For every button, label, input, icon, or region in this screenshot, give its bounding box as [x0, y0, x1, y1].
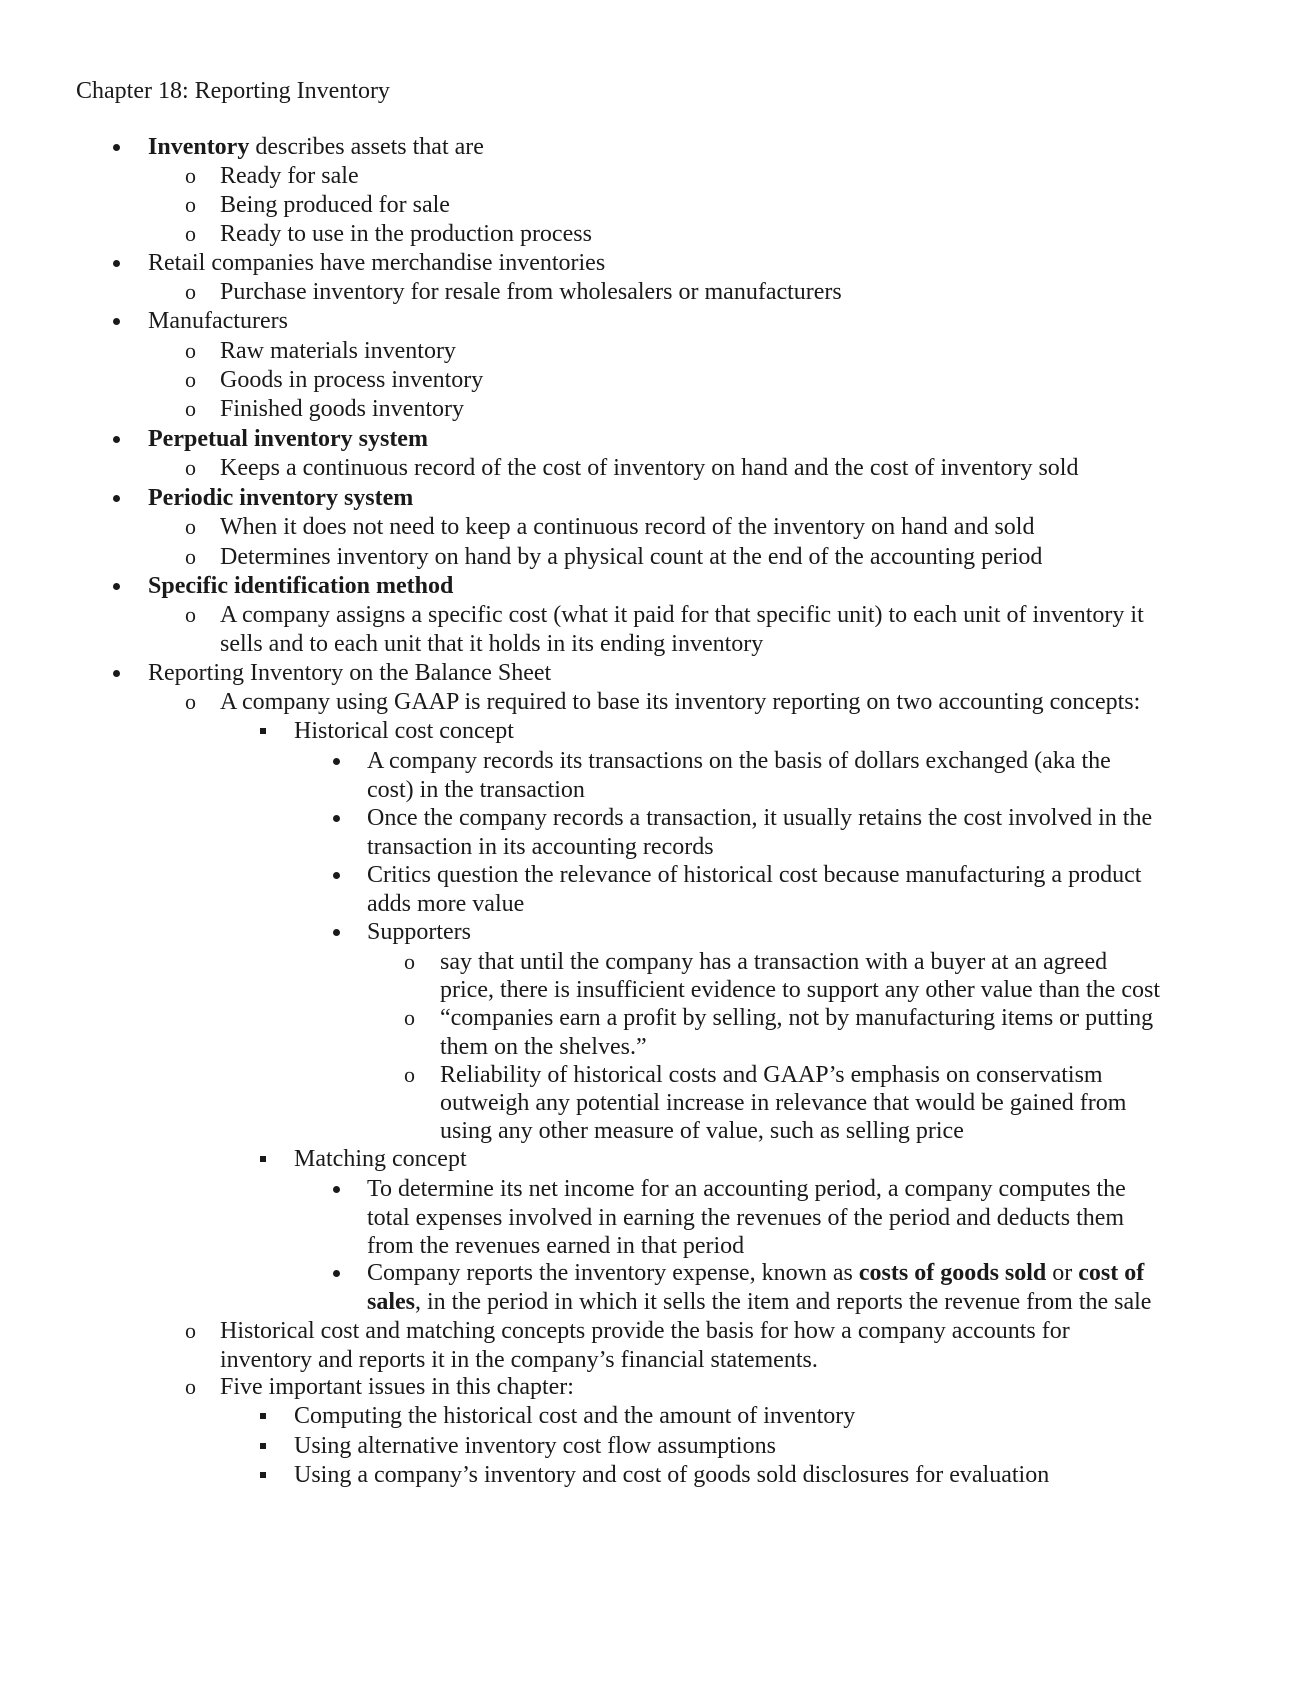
- bullet-square-icon: [260, 1443, 266, 1449]
- line-text: A company assigns a specific cost (what it paid for that specific unit) to each unit of inventory it: [220, 602, 1144, 628]
- line-text: Reporting Inventory on the Balance Sheet: [148, 660, 552, 686]
- outline-line: [294, 1401, 855, 1431]
- outline-line: [294, 1460, 1049, 1490]
- bullet-circle-icon: o: [404, 949, 415, 974]
- outline-line: [220, 687, 1140, 717]
- bold-term: Perpetual inventory system: [148, 426, 428, 452]
- outline-line: [367, 803, 1152, 833]
- outline-line: [220, 394, 464, 424]
- bold-term: sales: [367, 1289, 415, 1315]
- outline-line: [367, 1231, 744, 1261]
- line-text: Determines inventory on hand by a physical count at the end of the accounting period: [220, 544, 1043, 570]
- outline-line: [148, 306, 288, 336]
- outline-line: [220, 161, 359, 191]
- bold-term: cost of: [1078, 1260, 1145, 1286]
- outline-line: [220, 1345, 818, 1375]
- bullet-circle-icon: o: [185, 514, 196, 539]
- page-title: Chapter 18: Reporting Inventory: [76, 78, 390, 104]
- bullet-square-icon: [260, 1472, 266, 1478]
- line-text: say that until the company has a transaction with a buyer at an agreed: [440, 949, 1108, 975]
- bullet-circle-icon: o: [185, 1374, 196, 1399]
- line-text: Supporters: [367, 919, 471, 945]
- outline-line: [220, 219, 592, 249]
- line-text: Once the company records a transaction, it usually retains the cost involved in the: [367, 805, 1153, 831]
- outline-line: [367, 1258, 1144, 1288]
- line-text: using any other measure of value, such as selling price: [440, 1118, 964, 1144]
- outline-line: [148, 658, 551, 688]
- bullet-square-icon: [260, 728, 266, 734]
- line-text: , in the period in which it sells the item and reports the revenue from the sale: [415, 1289, 1152, 1315]
- outline-line: [220, 453, 1078, 483]
- outline-line: [220, 542, 1042, 572]
- bold-term: Inventory: [148, 134, 250, 160]
- bullet-square-icon: [260, 1413, 266, 1419]
- bullet-circle-icon: o: [404, 1062, 415, 1087]
- line-text: Reliability of historical costs and GAAP’s emphasis on conservatism: [440, 1062, 1103, 1088]
- line-text: Finished goods inventory: [220, 396, 464, 422]
- bullet-dot-icon: [333, 1186, 340, 1193]
- bullet-dot-icon: [113, 318, 120, 325]
- line-text: Critics question the relevance of historical cost because manufacturing a product: [367, 862, 1142, 888]
- bullet-dot-icon: [113, 144, 120, 151]
- outline-line: [294, 1144, 467, 1174]
- outline-line: [148, 571, 453, 601]
- outline-line: [367, 917, 471, 947]
- line-text: When it does not need to keep a continuous record of the inventory on hand and sold: [220, 514, 1035, 540]
- outline-line: [148, 424, 428, 454]
- bold-term: Periodic inventory system: [148, 485, 414, 511]
- line-text: Raw materials inventory: [220, 338, 456, 364]
- outline-line: [367, 889, 524, 919]
- line-text: from the revenues earned in that period: [367, 1233, 745, 1259]
- outline-line: [440, 1003, 1153, 1033]
- bullet-circle-icon: o: [185, 602, 196, 627]
- outline-line: [220, 190, 450, 220]
- outline-line: [148, 248, 605, 278]
- line-text: A company records its transactions on the basis of dollars exchanged (aka the: [367, 748, 1111, 774]
- line-text: cost) in the transaction: [367, 777, 585, 803]
- line-text: Using a company’s inventory and cost of goods sold disclosures for evaluation: [294, 1462, 1050, 1488]
- outline-line: [148, 132, 484, 162]
- bullet-dot-icon: [113, 436, 120, 443]
- line-text: Ready for sale: [220, 163, 359, 189]
- outline-line: [440, 1116, 964, 1146]
- outline-line: [220, 336, 456, 366]
- bullet-square-icon: [260, 1156, 266, 1162]
- outline-line: [367, 746, 1111, 776]
- outline-line: [440, 947, 1107, 977]
- line-text: or: [1046, 1260, 1079, 1286]
- outline-line: [367, 1174, 1126, 1204]
- line-text: sells and to each unit that it holds in its ending inventory: [220, 631, 764, 657]
- bold-term: Specific identification method: [148, 573, 454, 599]
- line-text: Manufacturers: [148, 308, 288, 334]
- bullet-circle-icon: o: [185, 192, 196, 217]
- line-text: “companies earn a profit by selling, not by manufacturing items or putting: [440, 1005, 1154, 1031]
- bullet-dot-icon: [113, 583, 120, 590]
- line-text: transaction in its accounting records: [367, 834, 714, 860]
- line-text: Using alternative inventory cost flow assumptions: [294, 1433, 776, 1459]
- line-text: Company reports the inventory expense, known as: [367, 1260, 859, 1286]
- line-text: Being produced for sale: [220, 192, 450, 218]
- bullet-circle-icon: o: [185, 338, 196, 363]
- bullet-dot-icon: [333, 929, 340, 936]
- bullet-circle-icon: o: [404, 1005, 415, 1030]
- line-text: inventory and reports it in the company’s financial statements.: [220, 1347, 818, 1373]
- outline-line: [440, 1060, 1103, 1090]
- line-text: A company using GAAP is required to base its inventory reporting on two accounting concepts:: [220, 689, 1141, 715]
- bullet-dot-icon: [333, 872, 340, 879]
- outline-line: [440, 1088, 1126, 1118]
- bullet-dot-icon: [333, 1270, 340, 1277]
- outline-line: [440, 975, 1160, 1005]
- bullet-circle-icon: o: [185, 279, 196, 304]
- line-text: Ready to use in the production process: [220, 221, 592, 247]
- line-text: outweigh any potential increase in relevance that would be gained from: [440, 1090, 1127, 1116]
- line-text: Goods in process inventory: [220, 367, 484, 393]
- bullet-circle-icon: o: [185, 221, 196, 246]
- bullet-dot-icon: [113, 260, 120, 267]
- outline-line: [220, 1372, 574, 1402]
- outline-line: [220, 1316, 1070, 1346]
- bullet-circle-icon: o: [185, 455, 196, 480]
- line-text: Retail companies have merchandise inventories: [148, 250, 606, 276]
- bullet-dot-icon: [333, 758, 340, 765]
- outline-line: [367, 775, 585, 805]
- outline-line: [367, 1203, 1124, 1233]
- bullet-circle-icon: o: [185, 544, 196, 569]
- line-text: Matching concept: [294, 1146, 467, 1172]
- line-text: describes assets that are: [249, 134, 484, 160]
- line-text: To determine its net income for an accounting period, a company computes the: [367, 1176, 1126, 1202]
- outline-line: [220, 629, 763, 659]
- outline-line: [294, 1431, 776, 1461]
- bullet-dot-icon: [113, 495, 120, 502]
- outline-line: [220, 277, 842, 307]
- outline-line: [220, 512, 1034, 542]
- line-text: Five important issues in this chapter:: [220, 1374, 574, 1400]
- line-text: Historical cost concept: [294, 718, 514, 744]
- line-text: Keeps a continuous record of the cost of inventory on hand and the cost of inventory sold: [220, 455, 1079, 481]
- outline-line: [220, 365, 483, 395]
- outline-line: [440, 1032, 647, 1062]
- outline-line: [148, 483, 413, 513]
- bullet-circle-icon: o: [185, 396, 196, 421]
- line-text: Purchase inventory for resale from wholesalers or manufacturers: [220, 279, 842, 305]
- line-text: Historical cost and matching concepts provide the basis for how a company accounts for: [220, 1318, 1070, 1344]
- outline-line: [367, 860, 1141, 890]
- line-text: price, there is insufficient evidence to support any other value than the cost: [440, 977, 1160, 1003]
- line-text: total expenses involved in earning the revenues of the period and deducts them: [367, 1205, 1125, 1231]
- outline-line: [367, 832, 714, 862]
- line-text: them on the shelves.”: [440, 1034, 647, 1060]
- bullet-circle-icon: o: [185, 367, 196, 392]
- outline-line: [220, 600, 1144, 630]
- outline-line: [294, 716, 514, 746]
- line-text: Computing the historical cost and the amount of inventory: [294, 1403, 856, 1429]
- bold-term: costs of goods sold: [858, 1260, 1047, 1286]
- outline-line: [367, 1287, 1151, 1317]
- bullet-dot-icon: [113, 670, 120, 677]
- bullet-dot-icon: [333, 815, 340, 822]
- bullet-circle-icon: o: [185, 1318, 196, 1343]
- line-text: adds more value: [367, 891, 525, 917]
- bullet-circle-icon: o: [185, 689, 196, 714]
- bullet-circle-icon: o: [185, 163, 196, 188]
